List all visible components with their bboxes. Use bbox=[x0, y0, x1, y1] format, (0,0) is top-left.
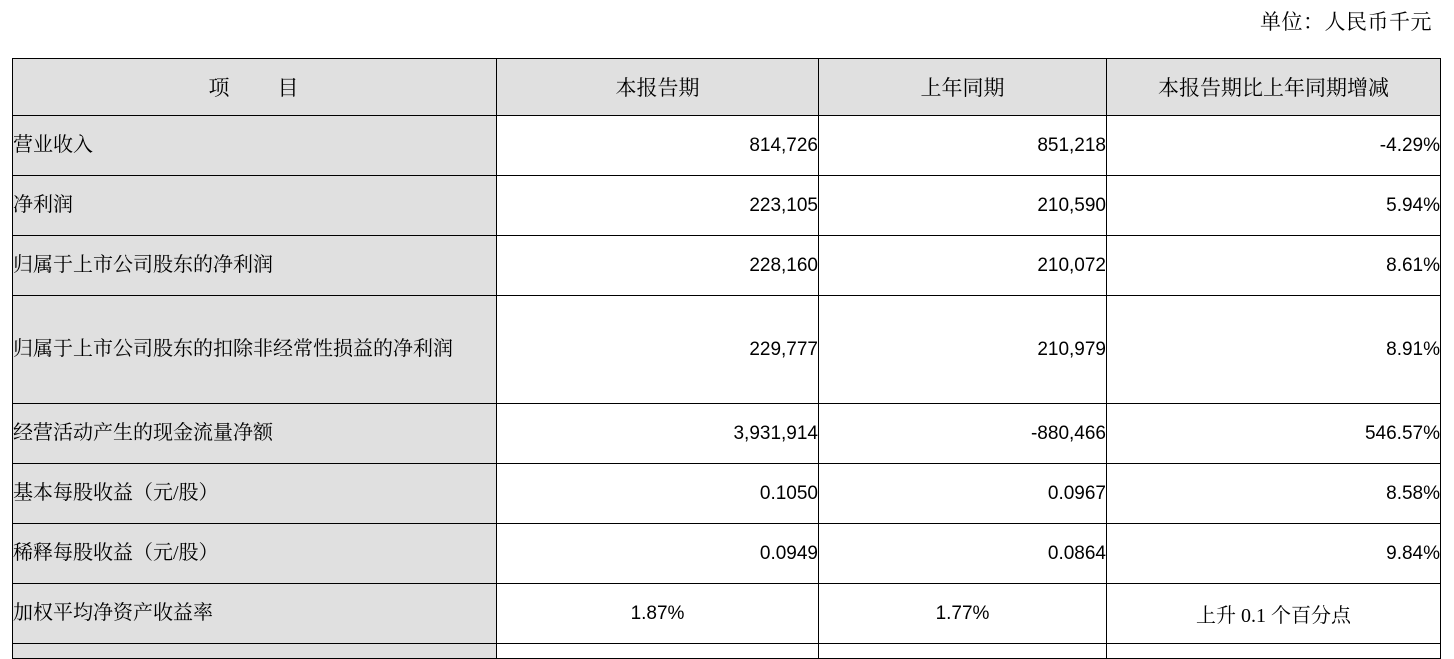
row-label: 经营活动产生的现金流量净额 bbox=[13, 404, 497, 464]
row-label: 营业收入 bbox=[13, 116, 497, 176]
table-row bbox=[13, 584, 1441, 644]
row-label bbox=[13, 644, 497, 659]
row-previous-value: 0.0967 bbox=[819, 464, 1107, 524]
row-label: 净利润 bbox=[13, 176, 497, 236]
row-change-value bbox=[1107, 644, 1441, 659]
row-current-value: 0.1050 bbox=[497, 464, 819, 524]
row-label: 基本每股收益（元/股） bbox=[13, 464, 497, 524]
column-header-previous-period: 上年同期 bbox=[819, 59, 1107, 116]
row-current-value: 223,105 bbox=[497, 176, 819, 236]
row-current-value: 229,777 bbox=[497, 296, 819, 404]
table-header bbox=[13, 59, 1441, 116]
table-row bbox=[13, 236, 1441, 296]
table-row bbox=[13, 464, 1441, 524]
row-previous-value: 851,218 bbox=[819, 116, 1107, 176]
row-current-value: 228,160 bbox=[497, 236, 819, 296]
table-row bbox=[13, 404, 1441, 464]
row-current-value bbox=[497, 644, 819, 659]
row-previous-value: 210,072 bbox=[819, 236, 1107, 296]
row-previous-value: 210,590 bbox=[819, 176, 1107, 236]
row-current-value: 1.87% bbox=[497, 584, 819, 644]
financial-summary-table bbox=[12, 58, 1441, 659]
row-previous-value: 1.77% bbox=[819, 584, 1107, 644]
row-change-value: 5.94% bbox=[1107, 176, 1441, 236]
row-previous-value: -880,466 bbox=[819, 404, 1107, 464]
row-change-value: 上升 0.1 个百分点 bbox=[1107, 584, 1441, 644]
table-row bbox=[13, 296, 1441, 404]
financial-table-container bbox=[0, 58, 1454, 659]
row-previous-value: 210,979 bbox=[819, 296, 1107, 404]
row-change-value: 9.84% bbox=[1107, 524, 1441, 584]
row-label: 归属于上市公司股东的净利润 bbox=[13, 236, 497, 296]
table-body bbox=[13, 116, 1441, 659]
row-previous-value bbox=[819, 644, 1107, 659]
row-change-value: 8.58% bbox=[1107, 464, 1441, 524]
column-header-current-period: 本报告期 bbox=[497, 59, 819, 116]
column-header-change: 本报告期比上年同期增减 bbox=[1107, 59, 1441, 116]
table-row bbox=[13, 176, 1441, 236]
table-row bbox=[13, 524, 1441, 584]
table-row-truncated bbox=[13, 644, 1441, 659]
table-header-row bbox=[13, 59, 1441, 116]
row-label: 加权平均净资产收益率 bbox=[13, 584, 497, 644]
row-change-value: 8.61% bbox=[1107, 236, 1441, 296]
row-change-value: 546.57% bbox=[1107, 404, 1441, 464]
row-current-value: 3,931,914 bbox=[497, 404, 819, 464]
unit-note: 单位：人民币千元 bbox=[1260, 10, 1432, 34]
row-change-value: 8.91% bbox=[1107, 296, 1441, 404]
row-previous-value: 0.0864 bbox=[819, 524, 1107, 584]
row-change-value: -4.29% bbox=[1107, 116, 1441, 176]
row-label: 稀释每股收益（元/股） bbox=[13, 524, 497, 584]
row-current-value: 814,726 bbox=[497, 116, 819, 176]
row-label: 归属于上市公司股东的扣除非经常性损益的净利润 bbox=[13, 296, 497, 404]
table-row bbox=[13, 116, 1441, 176]
row-current-value: 0.0949 bbox=[497, 524, 819, 584]
column-header-item: 项 目 bbox=[13, 59, 497, 116]
